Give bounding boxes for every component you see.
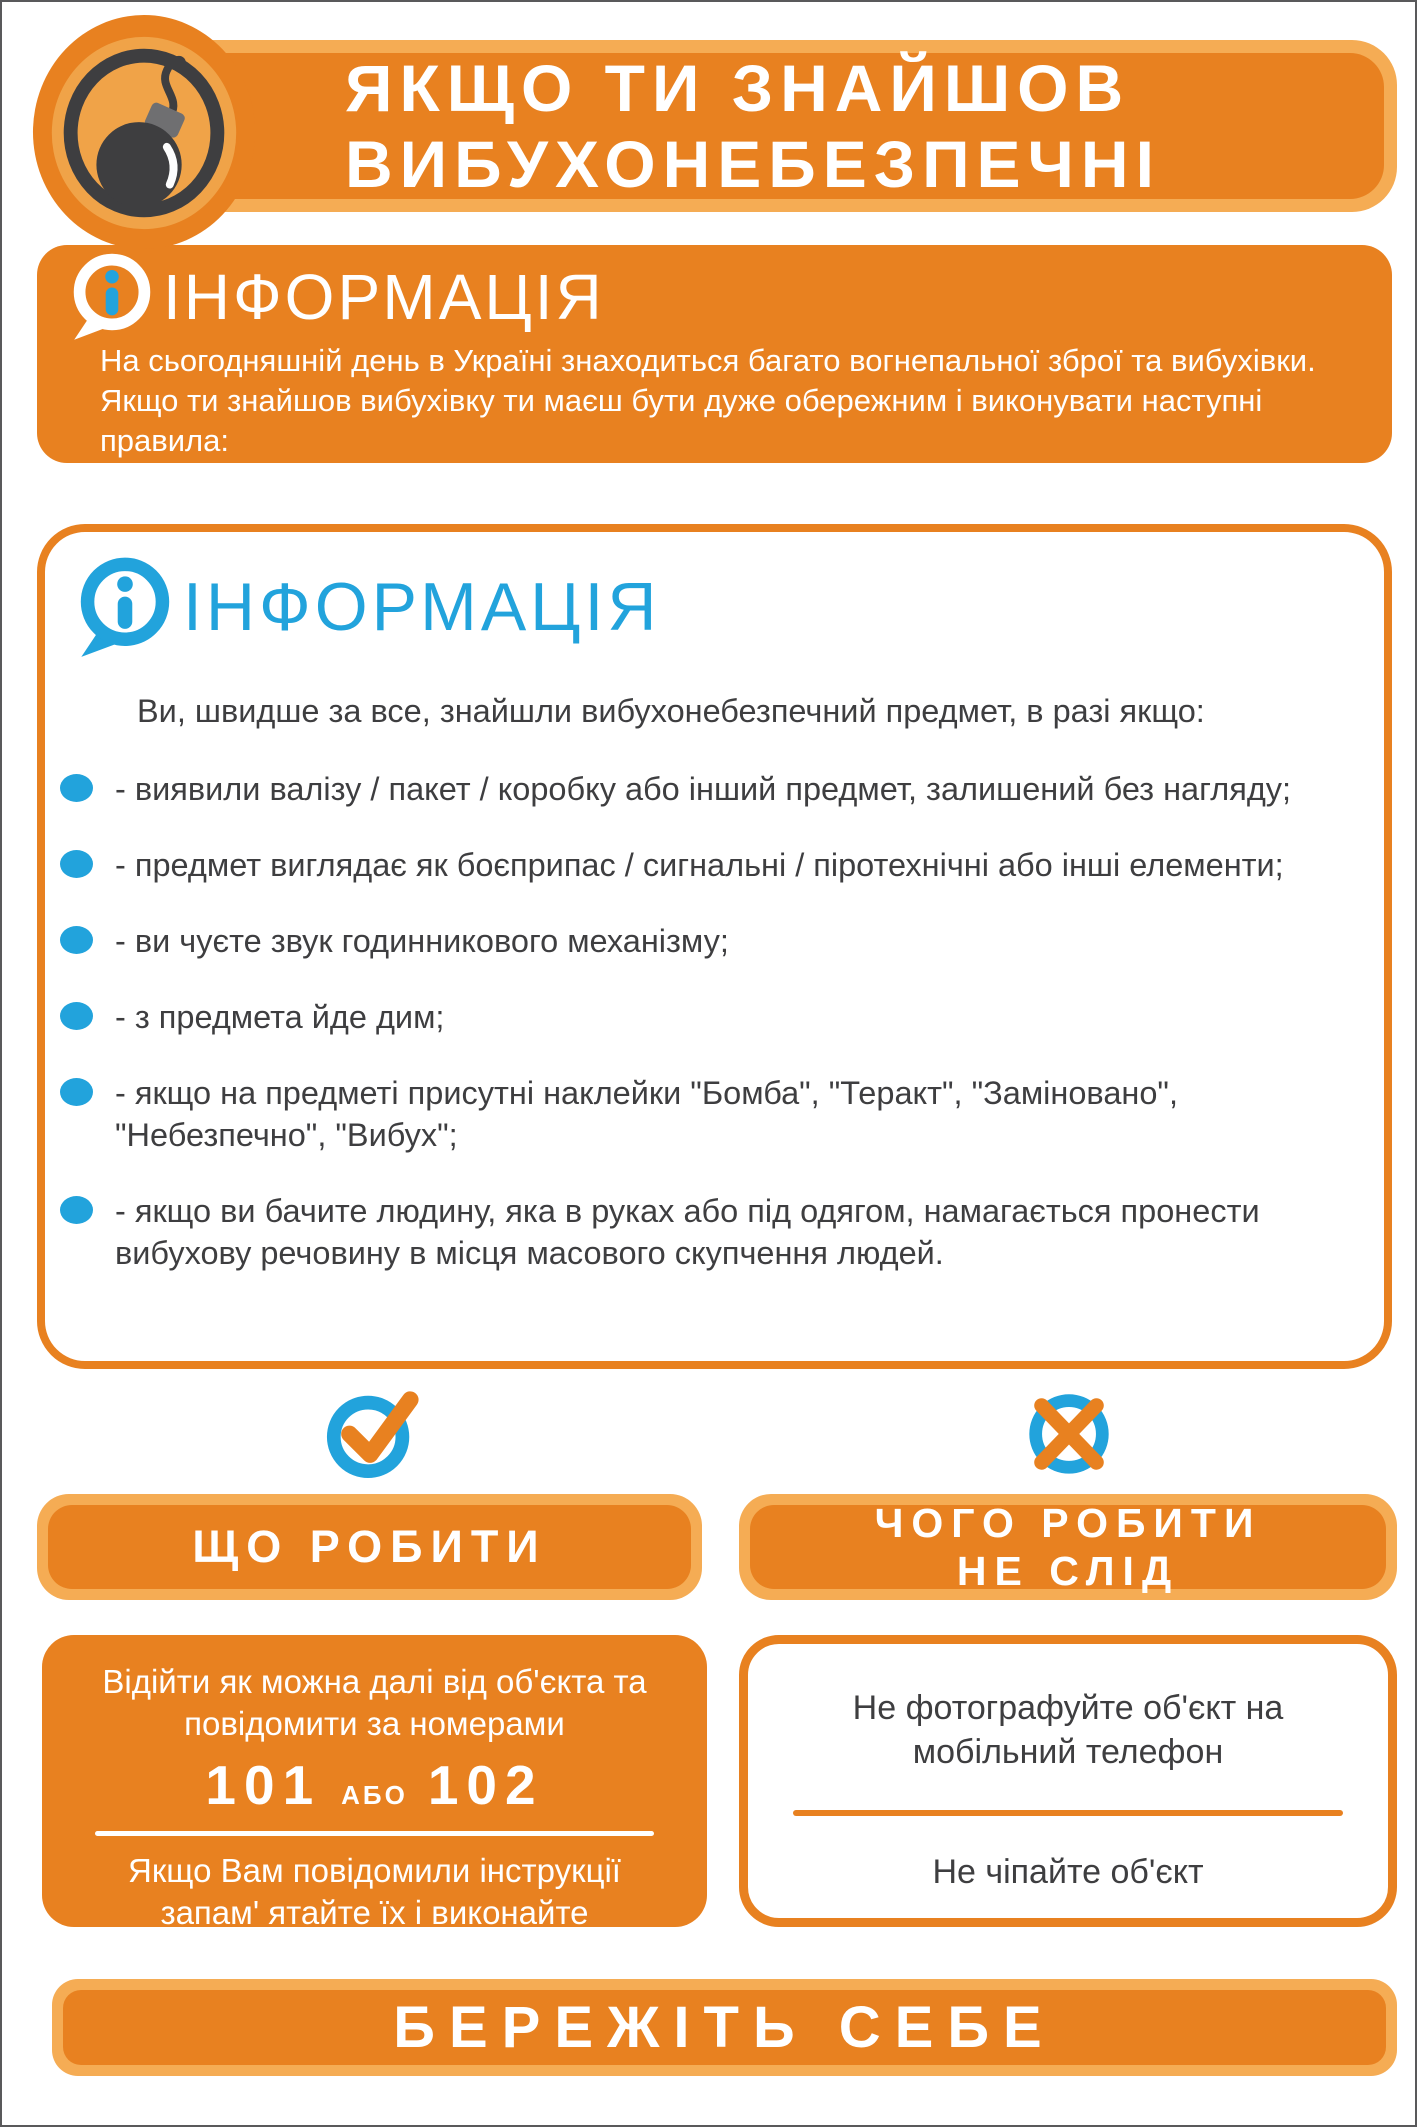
info-icon-blue xyxy=(73,552,177,662)
dont-box xyxy=(739,1635,1397,1927)
dont-header-label-line2: НЕ СЛІД xyxy=(956,1548,1180,1594)
title-banner xyxy=(117,40,1397,212)
bullet-item xyxy=(60,768,1329,810)
info-heading-blue: ІНФОРМАЦІЯ xyxy=(183,569,661,645)
bullet-dot-icon xyxy=(60,774,93,802)
bullet-dot-icon xyxy=(60,1002,93,1030)
dont-header-label-line1: ЧОГО РОБИТИ xyxy=(874,1500,1262,1546)
info-heading-orange: ІНФОРМАЦІЯ xyxy=(163,260,605,333)
intro-paragraph: На сьогодняшній день в Україні знаходиться багато вогнепальної зброї та вибухівки. Якщо ти знайшов вибухівку ти маєш бути дуже обережним і виконувати наступні правила: xyxy=(100,343,1316,458)
bomb-icon xyxy=(30,14,258,252)
bullet-text: - предмет виглядає як боєприпас / сигнальні / піротехнічні або інші елементи; xyxy=(115,847,1284,883)
bullet-item xyxy=(60,996,1329,1038)
dont-rule-1: Не фотографуйте об'єкт на мобільний телефон xyxy=(852,1689,1284,1771)
bullet-item xyxy=(60,1190,1329,1274)
cross-icon xyxy=(1020,1382,1118,1482)
dont-header-pill xyxy=(739,1494,1397,1600)
footer-banner-inner xyxy=(63,1990,1386,2065)
bullet-item xyxy=(60,1072,1329,1156)
checklist xyxy=(45,768,1384,1274)
do-header-label: ЩО РОБИТИ xyxy=(192,1521,547,1572)
info-section-orange xyxy=(37,245,1392,463)
or-label: АБО xyxy=(341,1780,408,1810)
checkmark-icon xyxy=(324,1382,422,1482)
bullet-text: - з предмета йде дим; xyxy=(115,999,445,1035)
footer-message: БЕРЕЖІТЬ СЕБЕ xyxy=(393,1995,1056,2060)
bullet-text: - якщо ви бачите людину, яка в руках або під одягом, намагається пронести вибухову речовину в місця масового скупчення людей. xyxy=(115,1193,1260,1271)
do-header-pill xyxy=(37,1494,702,1600)
emergency-numbers xyxy=(42,1753,707,1817)
bullet-item xyxy=(60,920,1329,962)
bullet-item xyxy=(60,844,1329,886)
checklist-intro: Ви, швидше за все, знайшли вибухонебезпечний предмет, в разі якщо: xyxy=(137,693,1205,729)
checklist-panel xyxy=(37,524,1392,1369)
bullet-text: - якщо на предметі присутні наклейки "Бомба", "Теракт", "Заміновано", "Небезпечно", "Вибух"; xyxy=(115,1075,1178,1153)
bullet-dot-icon xyxy=(60,1196,93,1224)
bullet-text: - ви чуєте звук годинникового механізму; xyxy=(115,923,729,959)
dont-divider xyxy=(793,1810,1343,1816)
title-banner-inner xyxy=(130,53,1384,199)
dont-rule-2: Не чіпайте об'єкт xyxy=(932,1853,1204,1891)
do-divider xyxy=(95,1831,654,1836)
bullet-dot-icon xyxy=(60,1078,93,1106)
bullet-dot-icon xyxy=(60,926,93,954)
poster-title-line1: ЯКЩО ТИ ЗНАЙШОВ xyxy=(345,51,1131,125)
info-icon xyxy=(67,249,157,344)
poster-title-line2: ВИБУХОНЕБЕЗПЕЧНІ xyxy=(345,127,1161,201)
phone-number-101: 101 xyxy=(205,1754,322,1816)
bullet-dot-icon xyxy=(60,850,93,878)
footer-banner xyxy=(52,1979,1397,2076)
phone-number-102: 102 xyxy=(427,1754,544,1816)
do-box xyxy=(42,1635,707,1931)
do-note: Якщо Вам повідомили інструкції запам' ятайте їх і виконайте xyxy=(128,1852,621,1931)
bullet-text: - виявили валізу / пакет / коробку або інший предмет, залишений без нагляду; xyxy=(115,771,1292,807)
do-instruction: Відійти як можна далі від об'єкта та повідомити за номерами xyxy=(102,1663,647,1742)
